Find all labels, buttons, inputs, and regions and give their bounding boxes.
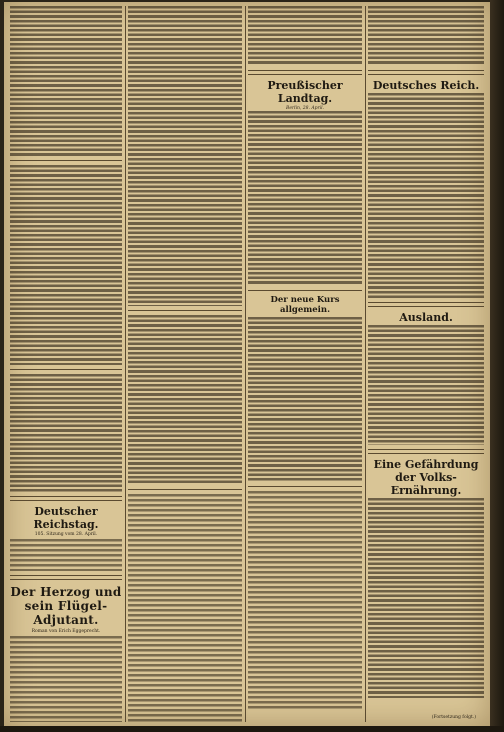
article-text — [10, 636, 122, 722]
article-text — [128, 315, 242, 485]
divider — [248, 70, 362, 75]
column-3 — [248, 6, 362, 722]
divider — [368, 302, 484, 307]
column-4 — [368, 6, 484, 722]
article-text — [368, 93, 484, 298]
article-text — [10, 374, 122, 492]
landtag-title: Preußischer Landtag. — [267, 79, 343, 105]
continuation-note: (Fortsetzung folgt.) — [431, 715, 476, 720]
article-text — [248, 491, 362, 711]
reich-title: Deutsches Reich. — [372, 79, 480, 92]
column-rule — [125, 6, 126, 722]
divider — [248, 290, 362, 291]
divider — [10, 160, 122, 161]
divider — [10, 496, 122, 501]
kurs-title: Der neue Kurs allgemein. — [270, 295, 340, 315]
article-text — [128, 6, 242, 306]
article-text — [368, 325, 484, 445]
article-text — [10, 165, 122, 365]
column-rule — [245, 6, 246, 722]
ausland-title: Ausland. — [399, 311, 453, 324]
article-text — [248, 317, 362, 482]
newspaper-page — [4, 2, 490, 726]
article-text — [248, 6, 362, 66]
divider — [128, 489, 242, 490]
gefaehrdung-title: Eine Gefährdung der Volks-Ernährung. — [373, 458, 479, 497]
article-text — [248, 111, 362, 286]
article-text — [10, 6, 122, 156]
reichstag-title: Deutscher Reichstag. — [33, 505, 99, 531]
divider — [10, 369, 122, 370]
article-text — [10, 539, 122, 571]
reichstag-sitting: 105. Sitzung vom 28. April. — [34, 532, 98, 537]
herzog-title: Der Herzog und sein Flügel-Adjutant. — [10, 585, 122, 627]
divider — [10, 575, 122, 580]
divider — [128, 310, 242, 311]
divider — [368, 70, 484, 75]
page-edge — [490, 0, 504, 732]
column-2 — [128, 6, 242, 722]
article-text — [368, 6, 484, 66]
article-text — [128, 494, 242, 722]
divider — [248, 486, 362, 487]
divider — [368, 449, 484, 454]
herzog-byline: Roman von Erich Eggeprecht. — [31, 629, 101, 634]
landtag-dateline: Berlin, 28. April. — [286, 106, 324, 111]
article-text — [368, 498, 484, 698]
page-edge — [0, 726, 504, 732]
column-1 — [10, 6, 122, 722]
column-rule — [365, 6, 366, 722]
